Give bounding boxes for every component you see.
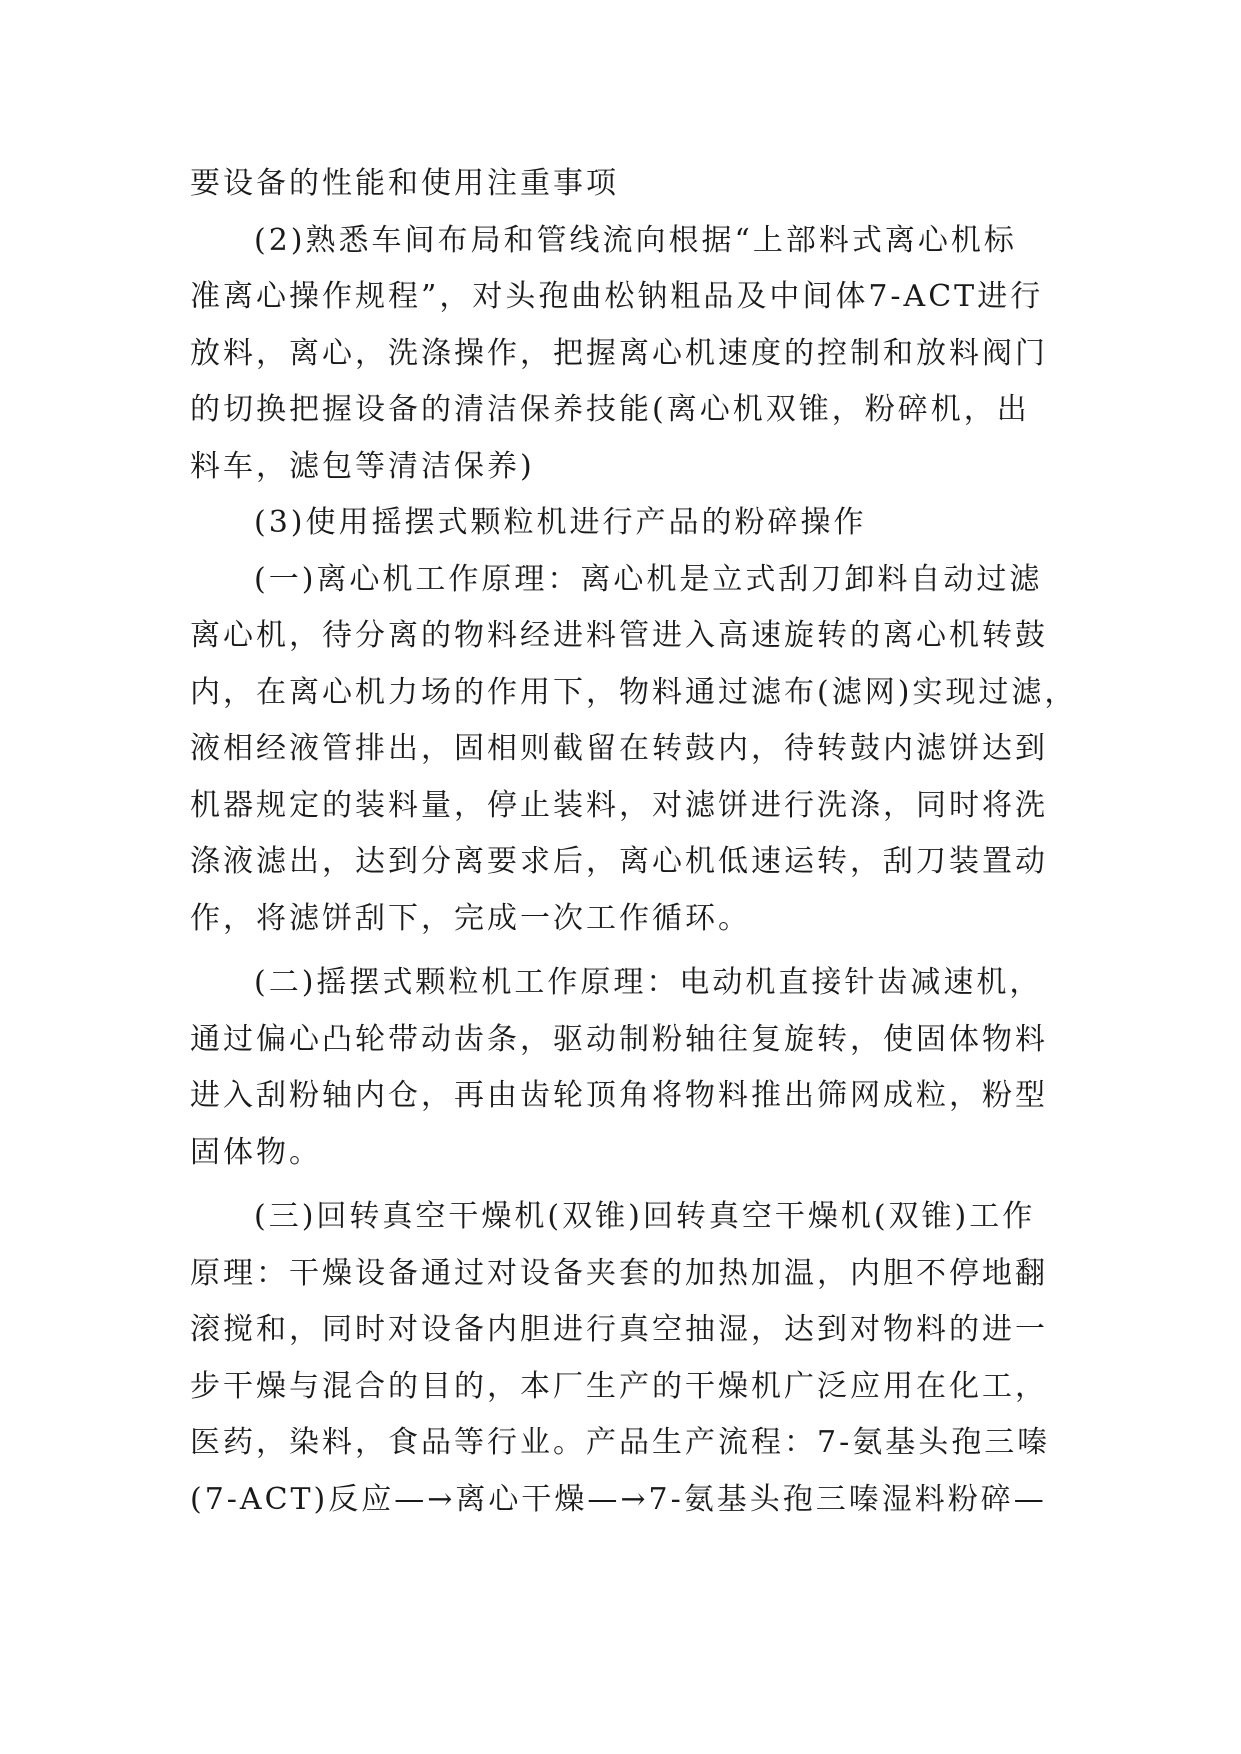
text-line: 内，在离心机力场的作用下，物料通过滤布(滤网)实现过滤，	[190, 674, 1078, 710]
text-line: (3)使用摇摆式颗粒机进行产品的粉碎操作	[254, 505, 867, 540]
text-line: 涤液滤出，达到分离要求后，离心机低速运转，刮刀装置动	[190, 844, 1048, 879]
text-line: 的切换把握设备的清洁保养技能(离心机双锥，粉碎机，出	[190, 392, 1030, 427]
text-line: 滚搅和，同时对设备内胆进行真空抽湿，达到对物料的进一	[190, 1312, 1048, 1347]
text-line: 作，将滤饼刮下，完成一次工作循环。	[190, 900, 751, 936]
text-line: (2)熟悉车间布局和管线流向根据“上部料式离心机标	[254, 222, 1017, 258]
text-line: 准离心操作规程”，对头孢曲松钠粗品及中间体7-ACT进行	[190, 279, 1044, 314]
text-line: 机器规定的装料量，停止装料，对滤饼进行洗涤，同时将洗	[190, 787, 1048, 823]
paragraph-gap	[190, 1181, 1050, 1189]
text-line: (一)离心机工作原理：离心机是立式刮刀卸料自动过滤	[254, 561, 1043, 597]
text-line: 通过偏心凸轮带动齿条，驱动制粉轴往复旋转，使固体物料	[190, 1021, 1048, 1057]
text-line: 离心机，待分离的物料经进料管进入高速旋转的离心机转鼓	[190, 618, 1048, 653]
text-line: 医药，染料，食品等行业。产品生产流程：7-氨基头孢三嗪	[190, 1425, 1051, 1460]
text-line: 料车，滤包等清洁保养)	[190, 448, 535, 484]
text-line: 进入刮粉轴内仓，再由齿轮顶角将物料推出筛网成粒，粉型	[190, 1078, 1048, 1113]
text-line: (二)摇摆式颗粒机工作原理：电动机直接针齿减速机，	[254, 965, 1043, 1000]
text-line: 放料，离心，洗涤操作，把握离心机速度的控制和放料阀门	[190, 335, 1048, 371]
text-line: (三)回转真空干燥机(双锥)回转真空干燥机(双锥)工作	[254, 1199, 1036, 1234]
text-line: 原理：干燥设备通过对设备夹套的加热加温，内胆不停地翻	[190, 1255, 1048, 1291]
text-line: 固体物。	[190, 1134, 322, 1170]
paragraph-gap	[190, 947, 1050, 955]
text-line: 步干燥与混合的目的，本厂生产的干燥机广泛应用在化工，	[190, 1368, 1048, 1404]
text-line: 液相经液管排出，固相则截留在转鼓内，待转鼓内滤饼达到	[190, 731, 1048, 766]
document-body	[190, 156, 1078, 1528]
text-line: 要设备的性能和使用注重事项	[190, 166, 619, 201]
text-line: (7-ACT)反应—→离心干燥—→7-氨基头孢三嗪湿料粉碎—	[190, 1481, 1047, 1517]
